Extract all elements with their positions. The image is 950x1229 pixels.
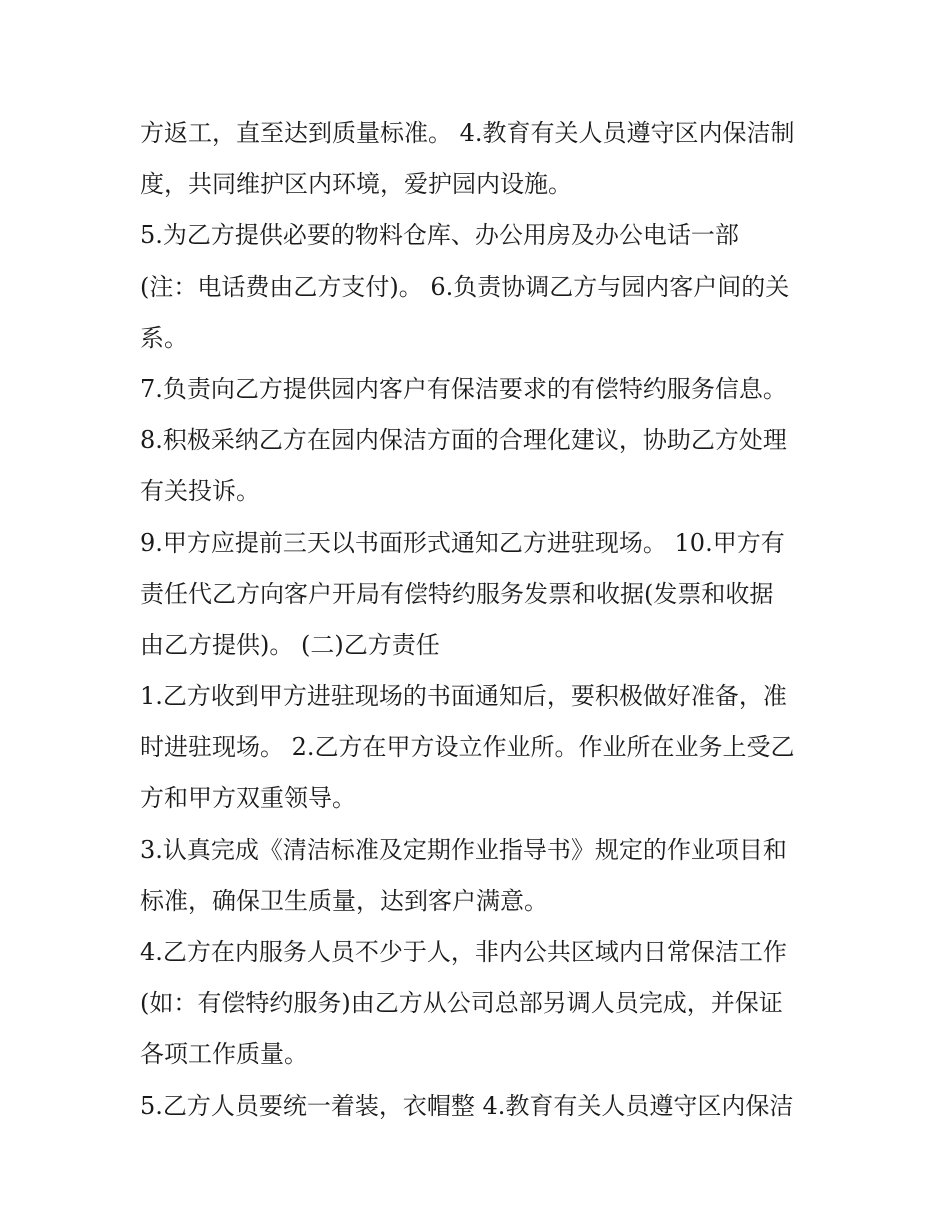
text-line: 3.认真完成《清洁标准及定期作业指导书》规定的作业项目和 — [140, 835, 787, 864]
text-line: 标准，确保卫生质量，达到客户满意。 — [140, 886, 548, 915]
text-line: 责任代乙方向客户开局有偿特约服务发票和收据(发票和收据 — [140, 579, 774, 608]
text-line: 方和甲方双重领导。 — [140, 784, 356, 813]
text-line: (如：有偿特约服务)由乙方从公司总部另调人员完成，并保证 — [140, 989, 783, 1018]
text-line: 7.负责向乙方提供园内客户有保洁要求的有偿特约服务信息。 — [140, 374, 787, 403]
text-line: 系。 — [140, 323, 188, 352]
text-line: 时进驻现场。 2.乙方在甲方设立作业所。作业所在业务上受乙 — [140, 733, 795, 762]
text-line: 各项工作质量。 — [140, 1040, 308, 1069]
text-line: 由乙方提供)。 (二)乙方责任 — [140, 630, 440, 659]
text-line: 8.积极采纳乙方在园内保洁方面的合理化建议，协助乙方处理 — [140, 426, 787, 455]
text-line: 9.甲方应提前三天以书面形式通知乙方进驻现场。 10.甲方有 — [140, 528, 785, 557]
text-line: (注：电话费由乙方支付)。 6.负责协调乙方与园内客户间的关 — [140, 272, 790, 301]
text-line: 5.为乙方提供必要的物料仓库、办公用房及办公电话一部 — [140, 221, 739, 250]
text-line: 有关投诉。 — [140, 477, 260, 506]
text-line: 度，共同维护区内环境，爱护园内设施。 — [140, 170, 572, 199]
text-line: 1.乙方收到甲方进驻现场的书面通知后，要积极做好准备，准 — [140, 682, 787, 711]
contract-text-body — [140, 108, 820, 1132]
text-line: 方返工，直至达到质量标准。 4.教育有关人员遵守区内保洁制 — [140, 119, 795, 147]
text-line: 4.乙方在内服务人员不少于人，非内公共区域内日常保洁工作 — [140, 938, 787, 966]
text-line: 5.乙方人员要统一着装，衣帽整 4.教育有关人员遵守区内保洁 — [140, 1091, 794, 1120]
